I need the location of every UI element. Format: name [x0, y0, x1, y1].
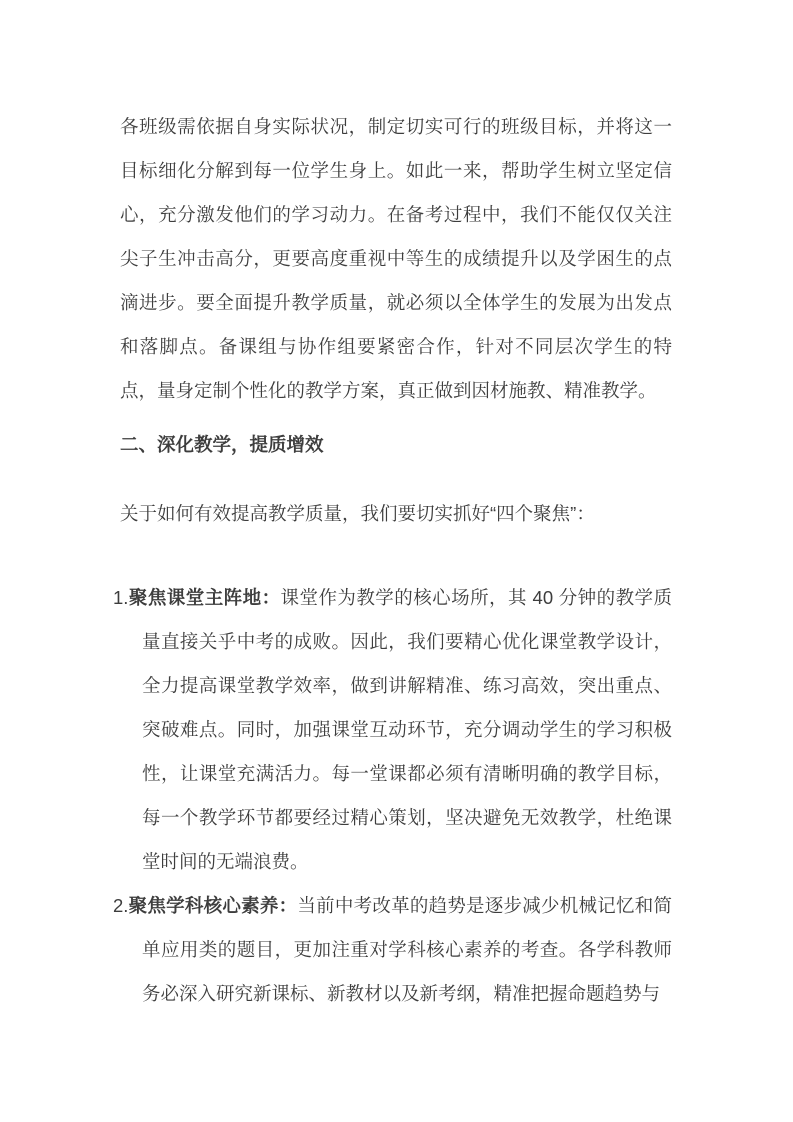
list-item-1 — [113, 576, 672, 884]
section-heading: 二、深化教学，提质增效 — [120, 434, 324, 455]
intro-paragraph: 关于如何有效提高教学质量，我们要切实抓好“四个聚焦”： — [120, 503, 595, 524]
list-item-2 — [113, 884, 672, 1016]
body-paragraph-1: 各班级需依据自身实际状况，制定切实可行的班级目标，并将这一目标细化分解到每一位学生身上。如此一来，帮助学生树立坚定信心，充分激发他们的学习动力。在备考过程中，我们不能仅仅关注尖子生冲击高分，更要高度重视中等生的成绩提升以及学困生的点滴进步。要全面提升教学质量，就必须以全体学生的发展为出发点和落脚点。备课组与协作组要紧密合作，针对不同层次学生的特点，量身定制个性化的教学方案，真正做到因材施教、精准教学。 — [120, 116, 672, 401]
list-label-1: 聚焦课堂主阵地： — [128, 587, 281, 608]
focus-list — [113, 576, 672, 1016]
list-marker-2: 2. — [113, 895, 129, 916]
list-marker-1: 1. — [113, 587, 129, 608]
list-text-2: 当前中考改革的趋势是逐步减少机械记忆和简单应用类的题目，更加注重对学科核心素养的考查。各学科教师务必深入研究新课标、新教材以及新考纲，精准把握命题趋势与 — [142, 895, 672, 1004]
list-text-1: 课堂作为教学的核心场所，其 40 分钟的教学质量直接关乎中考的成败。因此，我们要精心优化课堂教学设计，全力提高课堂教学效率，做到讲解精准、练习高效，突出重点、突破难点。同时，加强课堂互动环节，充分调动学生的学习积极性，让课堂充满活力。每一堂课都必须有清晰明确的教学目标，每一个教学环节都要经过精心策划，坚决避免无效教学，杜绝课堂时间的无端浪费。 — [142, 587, 672, 872]
list-label-2: 聚焦学科核心素养： — [128, 895, 298, 916]
